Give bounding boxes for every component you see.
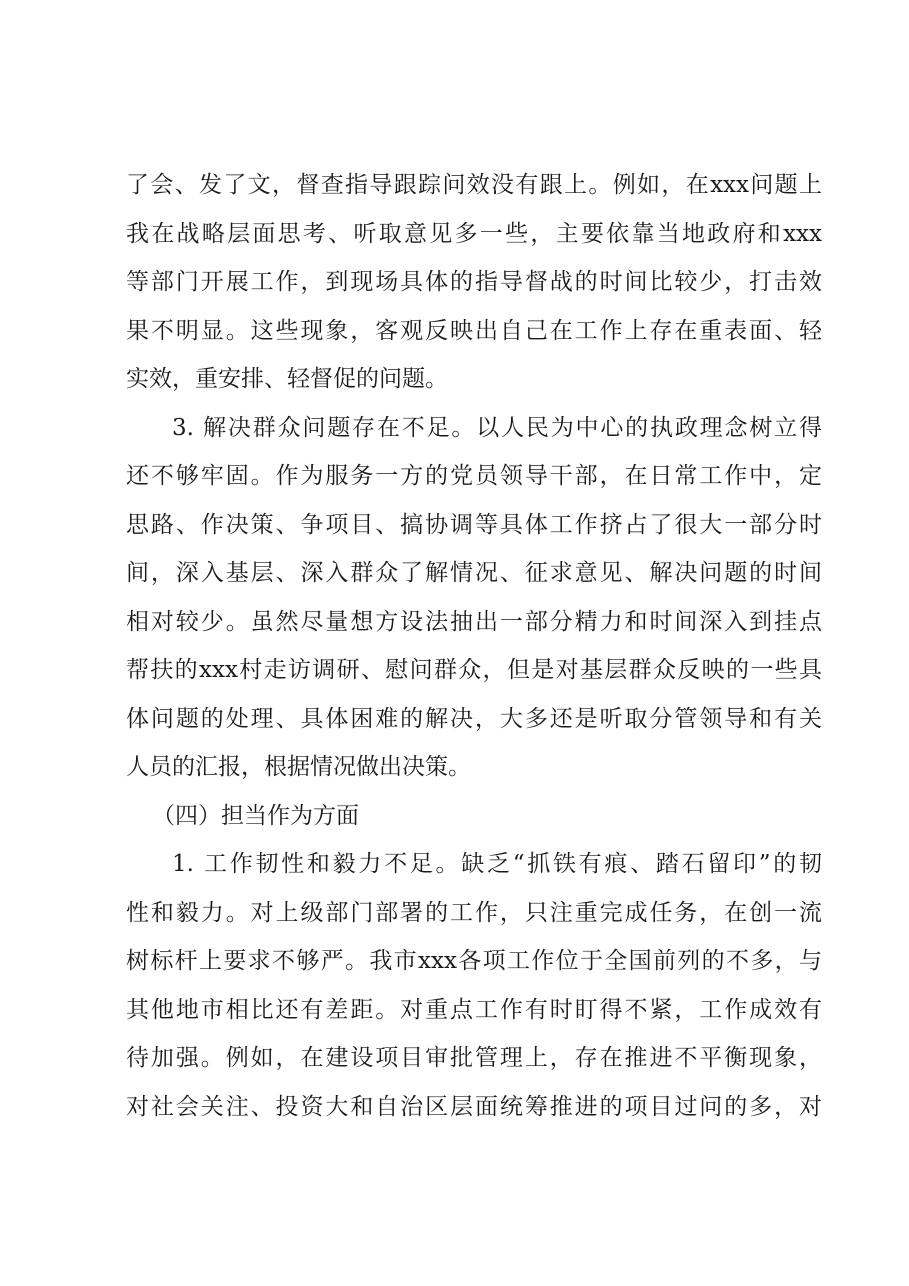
text-line: 间，深入基层、深入群众了解情况、征求意见、解决问题的时间 bbox=[126, 560, 822, 586]
text-line: 人员的汇报，根据情况做出决策。 bbox=[126, 754, 471, 780]
paragraph-first-line: 1. 工作韧性和毅力不足。缺乏“抓铁有痕、踏石留印”的韧 bbox=[172, 851, 822, 877]
text-line: 了会、发了文，督查指导跟踪问效没有跟上。例如，在xxx问题上 bbox=[126, 172, 822, 198]
text-line: 树标杆上要求不够严。我市xxx各项工作位于全国前列的不多，与 bbox=[126, 948, 822, 974]
text-line: 体问题的处理、具体困难的解决，大多还是听取分管领导和有关 bbox=[126, 706, 822, 732]
text-line: 其他地市相比还有差距。对重点工作有时盯得不紧，工作成效有 bbox=[126, 997, 822, 1023]
text-line: 果不明显。这些现象，客观反映出自己在工作上存在重表面、轻 bbox=[126, 318, 822, 344]
text-line: 相对较少。虽然尽量想方设法抽出一部分精力和时间深入到挂点 bbox=[126, 609, 822, 635]
text-line: 对社会关注、投资大和自治区层面统筹推进的项目过问的多，对 bbox=[126, 1094, 822, 1120]
text-line: 性和毅力。对上级部门部署的工作，只注重完成任务，在创一流 bbox=[126, 900, 822, 926]
text-line: 帮扶的xxx村走访调研、慰问群众，但是对基层群众反映的一些具 bbox=[126, 657, 822, 683]
paragraph-first-line: 3. 解决群众问题存在不足。以人民为中心的执政理念树立得 bbox=[172, 415, 822, 441]
text-line: 实效，重安排、轻督促的问题。 bbox=[126, 366, 448, 392]
text-line: 思路、作决策、争项目、搞协调等具体工作挤占了很大一部分时 bbox=[126, 512, 822, 538]
text-line: 我在战略层面思考、听取意见多一些，主要依靠当地政府和xxx bbox=[126, 221, 822, 247]
text-line: 待加强。例如，在建设项目审批管理上，存在推进不平衡现象， bbox=[126, 1045, 822, 1071]
text-line: 还不够牢固。作为服务一方的党员领导干部，在日常工作中，定 bbox=[126, 463, 822, 489]
section-heading: （四）担当作为方面 bbox=[152, 803, 359, 829]
text-line: 等部门开展工作，到现场具体的指导督战的时间比较少，打击效 bbox=[126, 269, 822, 295]
